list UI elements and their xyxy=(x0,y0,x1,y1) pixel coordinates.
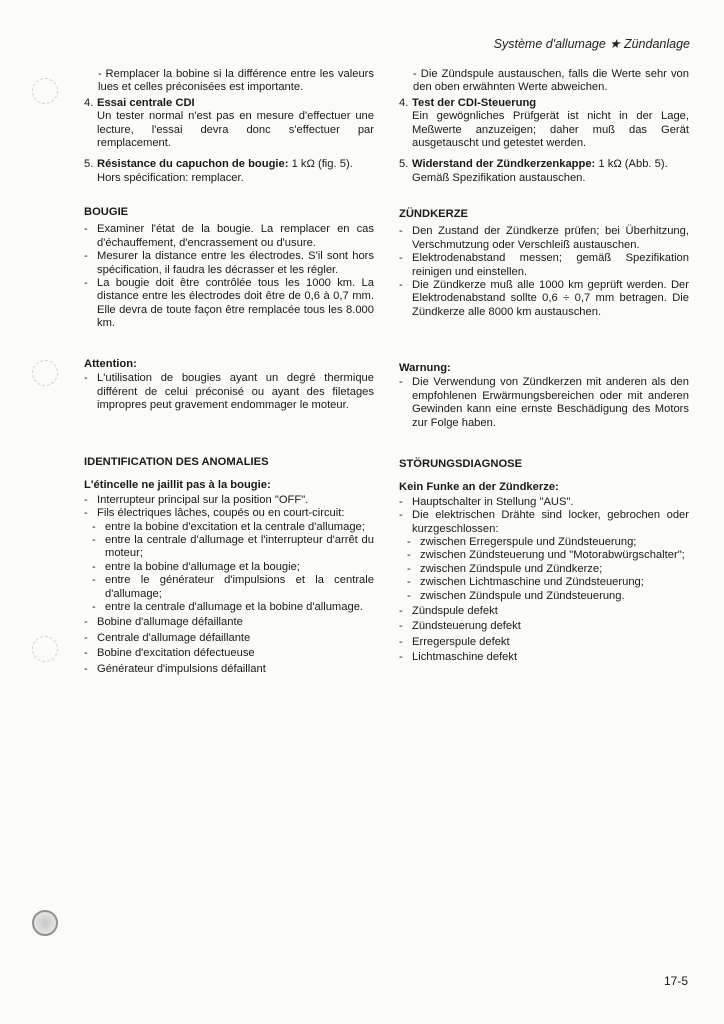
list-item: - Die Zündkerze muß alle 1000 km geprüft werden. Der Elektrodenabstand sollte 0,6 ÷ 0,7 mm betragen. Die Zündkerze alle 8000 km austauschen. xyxy=(399,279,689,318)
de-intro-item: - Die Zündspule austauschen, falls die Werte sehr von den oben erwähnten Werte abweichen. xyxy=(413,68,689,94)
fr-anomalies-section xyxy=(84,456,374,676)
fr-anomalies-heading: IDENTIFICATION DES ANOMALIES xyxy=(84,456,269,468)
list-item: - entre la centrale d'allumage et la bobine d'allumage. xyxy=(92,601,364,614)
list-item: - Lichtmaschine defekt xyxy=(399,651,518,664)
list-item: - Fils électriques lâches, coupés ou en court-circuit: xyxy=(84,507,345,520)
list-item: - zwischen Zündspule und Zündsteuerung. xyxy=(407,589,625,602)
binder-hole-icon xyxy=(32,910,58,936)
list-item: - Mesurer la distance entre les électrodes. S'il sont hors spécification, il faudra les décrasser et les régler. xyxy=(84,250,374,276)
list-item: - Elektrodenabstand messen; gemäß Spezifikation reinigen und einstellen. xyxy=(399,252,689,278)
de-zuendkerze-section xyxy=(399,208,689,319)
fr-attention-text: L'utilisation de bougies ayant un degré thermique différent de celui préconisé ou ayant des filetages impropres peut gravement endommager le moteur. xyxy=(97,372,374,412)
list-item: - zwischen Erregerspule und Zündsteuerung; xyxy=(407,536,637,549)
list-item: - Die elektrischen Drähte sind locker, gebrochen oder kurzgeschlossen: xyxy=(399,509,689,535)
de-diag-sublist xyxy=(399,536,689,603)
de-zuendkerze-heading: ZÜNDKERZE xyxy=(399,208,468,220)
de-item4-text: Ein gewögnliches Prüfgerät ist nicht in der Lage, Meßwerte anzuzeigen; daher muß das Gerät ausgetauscht und getestet werden. xyxy=(412,110,689,150)
fr-bougie-heading: BOUGIE xyxy=(84,206,129,218)
list-item: - La bougie doit être contrôlée tous les 1000 km. La distance entre les électrodes doit être de 0,6 à 0,7 mm. Elle devra de toute façon être remplacée tous les 8.000 km. xyxy=(84,277,374,330)
binder-hole-icon xyxy=(32,360,58,386)
de-warnung-text: Die Verwendung von Zündkerzen mit anderen als den empfohlenen Erwärmungsbereichen oder mit anderen Gewinden kann eine ernste Beschädigung des Motors zur Folge haben. xyxy=(412,376,689,429)
list-item: - Zündspule defekt xyxy=(399,605,498,618)
list-item: - zwischen Zündspule und Zündkerze; xyxy=(407,562,603,575)
fr-item4-text: Un tester normal n'est pas en mesure d'effectuer une lecture, l'essai devra donc s'effectuer par remplacement. xyxy=(97,110,374,150)
list-item: - zwischen Zündsteuerung und "Motorabwürgschalter"; xyxy=(407,549,685,562)
binder-hole-icon xyxy=(32,636,58,662)
binder-hole-icon xyxy=(32,78,58,104)
list-item: - entre la centrale d'allumage et l'interrupteur d'arrêt du moteur; xyxy=(92,534,374,560)
fr-etincelle-heading: L'étincelle ne jaillit pas à la bougie: xyxy=(84,479,271,492)
list-item: - Erregerspule defekt xyxy=(399,635,510,648)
page-header: Système d'allumage ★ Zündanlage xyxy=(493,37,690,51)
de-ignition-checks: - Die Zündspule austauschen, falls die Werte sehr von den oben erwähnten Werte abweichen. 4. Test der CDI-Steuerung Ein gewögnliches Prüfgerät ist nicht in der Lage, Meßwerte anzuzeigen; daher muß das Gerät ausgetauscht und getestet werden. 5. Widerstand der Zündkerzenkappe: 1 kΩ (Abb. 5). Gemäß Spezifikation austauschen. xyxy=(399,68,689,184)
list-item: - Centrale d'allumage défaillante xyxy=(84,631,251,644)
fr-item5-text: Hors spécification: remplacer. xyxy=(97,171,244,184)
list-item: - Zündsteuerung defekt xyxy=(399,620,521,633)
de-item5-title: Widerstand der Zündkerzenkappe: xyxy=(412,158,596,171)
de-stoerung-section xyxy=(399,458,689,665)
list-item: - zwischen Lichtmaschine und Zündsteuerung; xyxy=(407,576,644,589)
fr-intro-item: - Remplacer la bobine si la différence entre les valeurs lues et celles préconisées est importante. xyxy=(98,68,374,94)
list-item: - Hauptschalter in Stellung "AUS". xyxy=(399,495,574,508)
de-stoerung-heading: STÖRUNGSDIAGNOSE xyxy=(399,458,523,470)
list-item: - Interrupteur principal sur la position "OFF". xyxy=(84,493,309,506)
list-item: - Générateur d'impulsions défaillant xyxy=(84,662,266,675)
de-item4-title: Test der CDI-Steuerung xyxy=(412,96,537,109)
list-item: - entre la bobine d'allumage et la bougie; xyxy=(92,560,300,573)
fr-bougie-section xyxy=(84,206,374,331)
de-item5-text: Gemäß Spezifikation austauschen. xyxy=(412,171,586,184)
list-item: - Examiner l'état de la bougie. La remplacer en cas d'échauffement, d'encrassement ou d'usure. xyxy=(84,223,374,249)
fr-attention-heading: Attention: xyxy=(84,358,137,370)
fr-diag-sublist xyxy=(84,521,374,615)
de-warnung-heading: Warnung: xyxy=(399,362,451,374)
list-item: - Bobine d'allumage défaillante xyxy=(84,616,243,629)
de-warnung-section: Warnung: - Die Verwendung von Zündkerzen mit anderen als den empfohlenen Erwärmungsbereichen oder mit anderen Gewinden kann eine ernste Beschädigung des Motors zur Folge haben. xyxy=(399,362,689,429)
list-item: - entre le générateur d'impulsions et la centrale d'allumage; xyxy=(92,574,374,600)
de-funke-heading: Kein Funke an der Zündkerze: xyxy=(399,481,559,494)
page-number: 17-5 xyxy=(663,974,688,988)
fr-item5-title: Résistance du capuchon de bougie: xyxy=(97,158,289,171)
list-item: - Den Zustand der Zündkerze prüfen; bei Überhitzung, Verschmutzung oder Verschleiß austauschen. xyxy=(399,225,689,251)
fr-item4-title: Essai centrale CDI xyxy=(97,96,195,109)
fr-attention-section: Attention: - L'utilisation de bougies ayant un degré thermique différent de celui préconisé ou ayant des filetages impropres peut gravement endommager le moteur. xyxy=(84,358,374,412)
fr-ignition-checks: - Remplacer la bobine si la différence entre les valeurs lues et celles préconisées est importante. 4. Essai centrale CDI Un tester normal n'est pas en mesure d'effectuer une lecture, l'essai devra donc s'effectuer par remplacement. 5. Résistance du capuchon de bougie: 1 kΩ (fig. 5). Hors spécification: remplacer. xyxy=(84,68,374,184)
list-item: - entre la bobine d'excitation et la centrale d'allumage; xyxy=(92,520,365,533)
list-item: - Bobine d'excitation défectueuse xyxy=(84,647,255,660)
